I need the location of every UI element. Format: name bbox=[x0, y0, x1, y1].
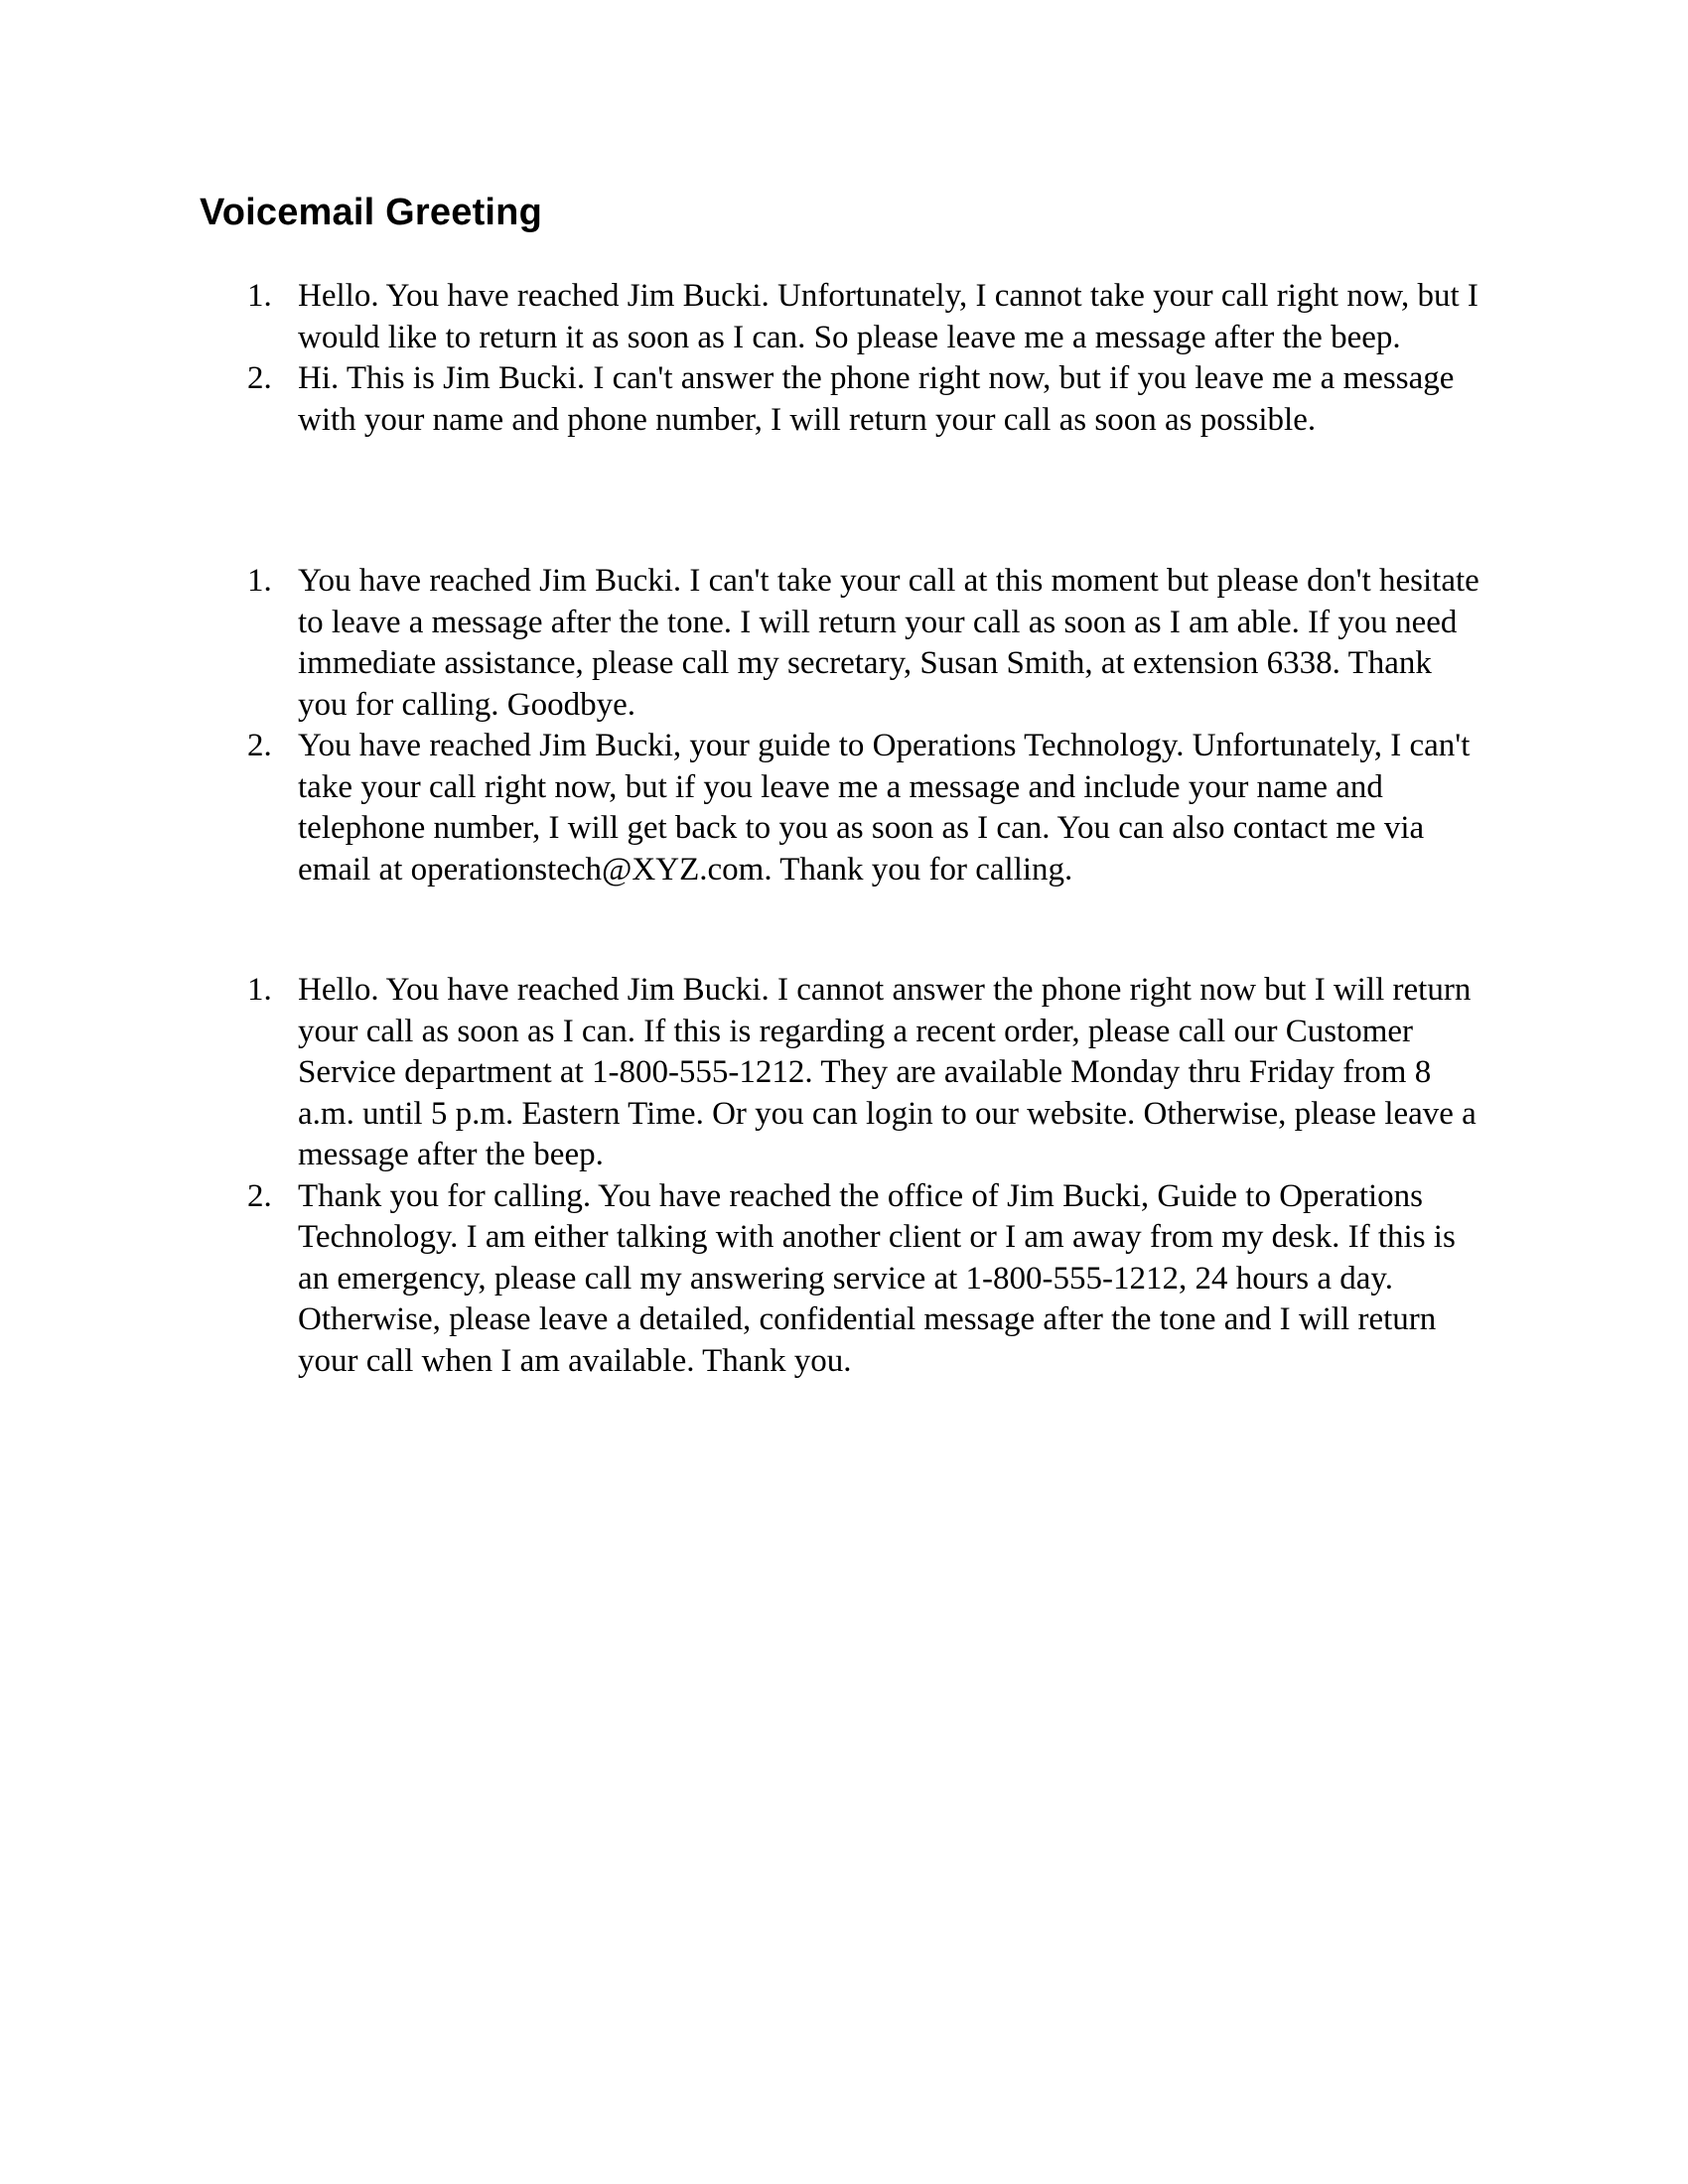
greeting-text: Hello. You have reached Jim Bucki. I cannot answer the phone right now but I will return your call as soon as I can. If this is regarding a recent order, please call our Customer Service department at 1-800-555-1212. They are available Monday thru Friday from 8 a.m. until 5 p.m. Eastern Time. Or you can login to our website. Otherwise, please leave a message after the beep. bbox=[298, 972, 1477, 1172]
greeting-list bbox=[0, 970, 1688, 1382]
item-number: 1. bbox=[247, 563, 272, 599]
greeting-text: Thank you for calling. You have reached the office of Jim Bucki, Guide to Operations Technology. I am either talking with another client or I am away from my desk. If this is an emergency, please call my answering service at 1-800-555-1212, 24 hours a day. Otherwise, please leave a detailed, confidential message after the tone and I will return your call when I am available. Thank you. bbox=[298, 1177, 1456, 1379]
greeting-text: Hello. You have reached Jim Bucki. Unfortunately, I cannot take your call right now, but I would like to return it as soon as I can. So please leave me a message after the beep. bbox=[298, 278, 1478, 355]
greeting-list bbox=[0, 276, 1688, 441]
greeting-text: Hi. This is Jim Bucki. I can't answer the phone right now, but if you leave me a message with your name and phone number, I will return your call as soon as possible. bbox=[298, 360, 1455, 438]
page-title: Voicemail Greeting bbox=[200, 192, 543, 233]
greeting-text: You have reached Jim Bucki, your guide to Operations Technology. Unfortunately, I can't take your call right now, but if you leave me a message and include your name and telephone number, I will get back to you as soon as I can. You can also contact me via email at operationstech@XYZ.com. Thank you for calling. bbox=[298, 728, 1471, 887]
item-number: 2. bbox=[247, 360, 272, 396]
item-number: 1. bbox=[247, 278, 272, 314]
item-number: 2. bbox=[247, 1177, 272, 1214]
list-item bbox=[0, 1176, 1484, 1383]
item-number: 2. bbox=[247, 728, 272, 763]
item-number: 1. bbox=[247, 972, 272, 1008]
greeting-list bbox=[0, 561, 1688, 890]
greeting-text: You have reached Jim Bucki. I can't take your call at this moment but please don't hesitate to leave a message after the tone. I will return your call as soon as I am able. If you need immediate assistance, please call my secretary, Susan Smith, at extension 6338. Thank you for calling. Goodbye. bbox=[298, 563, 1479, 723]
list-item bbox=[0, 276, 1484, 358]
list-item bbox=[0, 358, 1484, 441]
list-item bbox=[0, 970, 1484, 1176]
list-item bbox=[0, 561, 1484, 726]
list-item bbox=[0, 726, 1484, 890]
